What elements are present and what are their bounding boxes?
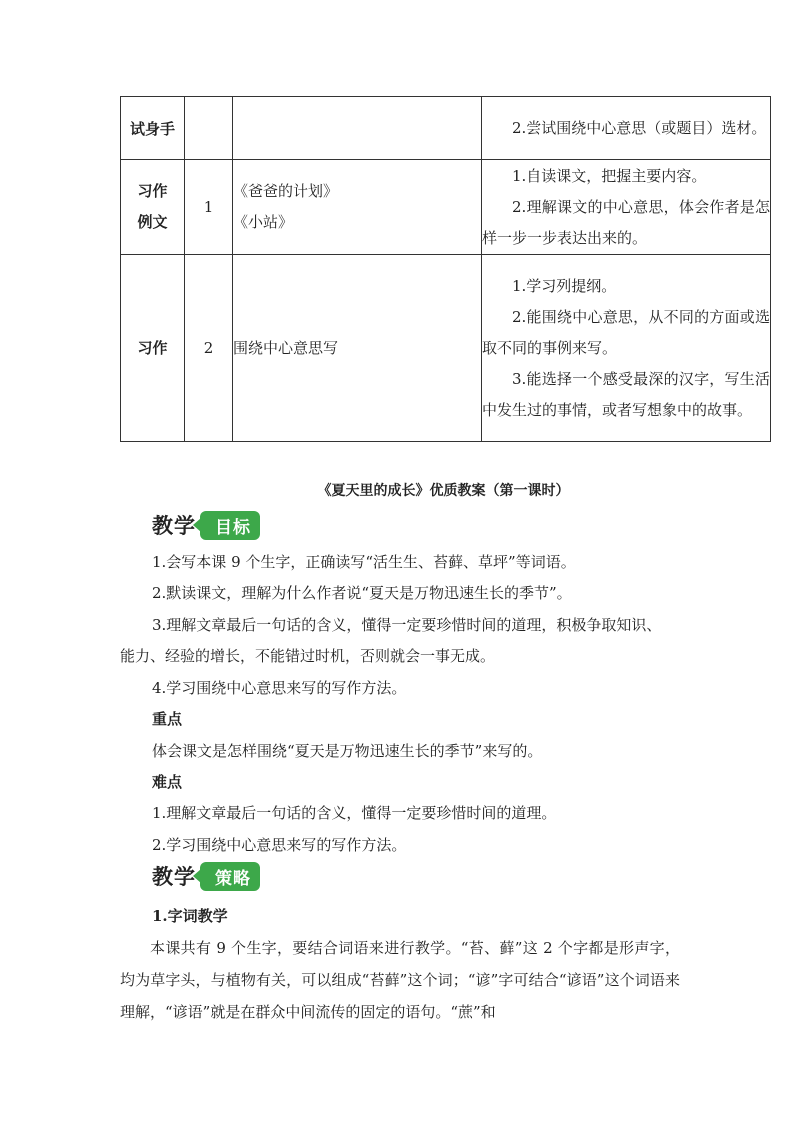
row-goals (482, 160, 771, 255)
difficulty-item: 2.学习围绕中心意思来写的写作方法。 (152, 836, 407, 854)
goal-text: 2.能围绕中心意思，从不同的方面或选取不同的事例来写。 (482, 307, 770, 357)
table-row (121, 160, 771, 255)
row-period (185, 97, 233, 160)
goal-item: 2.默读课文，理解为什么作者说“夏天是万物迅速生长的季节”。 (152, 584, 572, 602)
table-row (121, 255, 771, 442)
content-line: 《爸爸的计划》 (233, 182, 339, 200)
row-goals (482, 97, 771, 160)
goal-text: 2.理解课文的中心意思，体会作者是怎样一步一步表达出来的。 (482, 197, 770, 247)
row-kind-line: 习作 (137, 182, 168, 200)
row-content (233, 97, 482, 160)
row-period: 1 (185, 160, 233, 255)
row-period: 2 (185, 255, 233, 442)
section-head: 教学 (152, 514, 196, 538)
goal-text: 3.能选择一个感受最深的汉字，写生活中发生过的事情，或者写想象中的故事。 (482, 369, 770, 419)
row-kind-line: 例文 (137, 213, 168, 231)
goal-item: 1.会写本课 9 个生字，正确读写“活生生、苔藓、草坪”等词语。 (152, 553, 576, 571)
difficulty-item: 1.理解文章最后一句话的含义，懂得一定要珍惜时间的道理。 (152, 804, 557, 822)
row-goals (482, 255, 771, 442)
goal-text: 2.尝试围绕中心意思（或题目）选材。 (512, 118, 767, 137)
goal-item: 3.理解文章最后一句话的含义，懂得一定要珍惜时间的道理，积极争取知识、 (152, 616, 662, 634)
key-point-label: 重点 (152, 710, 183, 728)
goal-item-continued: 能力、经验的增长，不能错过时机，否则就会一事无成。 (120, 647, 496, 665)
document-title: 《夏天里的成长》优质教案（第一课时） (317, 483, 570, 499)
row-content (233, 255, 482, 442)
row-kind (121, 160, 185, 255)
section-head: 教学 (152, 865, 196, 889)
goal-text: 1.自读课文，把握主要内容。 (512, 166, 707, 185)
strategy-paragraph: 本课共有 9 个生字，要结合词语来进行教学。“苔、藓”这 2 个字都是形声字，均为草字头，与植物有关，可以组成“苔藓”这个词；“谚”字可结合“谚语”这个词语来理解，“谚语”就是在群众中间流传的固定的语句。“蔗”和 (120, 939, 680, 1021)
section-header-goals (152, 510, 260, 540)
content-line: 《小站》 (233, 213, 294, 231)
goal-item: 4.学习围绕中心意思来写的写作方法。 (152, 679, 407, 697)
key-point-text: 体会课文是怎样围绕“夏天是万物迅速生长的季节”来写的。 (152, 742, 543, 760)
unit-plan-table (120, 96, 771, 442)
table-row (121, 97, 771, 160)
difficulty-label: 难点 (152, 773, 183, 791)
section-pill: 目标 (200, 511, 260, 540)
section-header-strategy (152, 861, 260, 891)
goal-text: 1.学习列提纲。 (512, 276, 617, 295)
section-pill: 策略 (200, 862, 260, 891)
content-line: 围绕中心意思写 (233, 338, 339, 357)
strategy-subtitle: 1.字词教学 (152, 907, 228, 925)
row-kind: 习作 (121, 255, 185, 442)
row-content (233, 160, 482, 255)
row-kind: 试身手 (121, 97, 185, 160)
